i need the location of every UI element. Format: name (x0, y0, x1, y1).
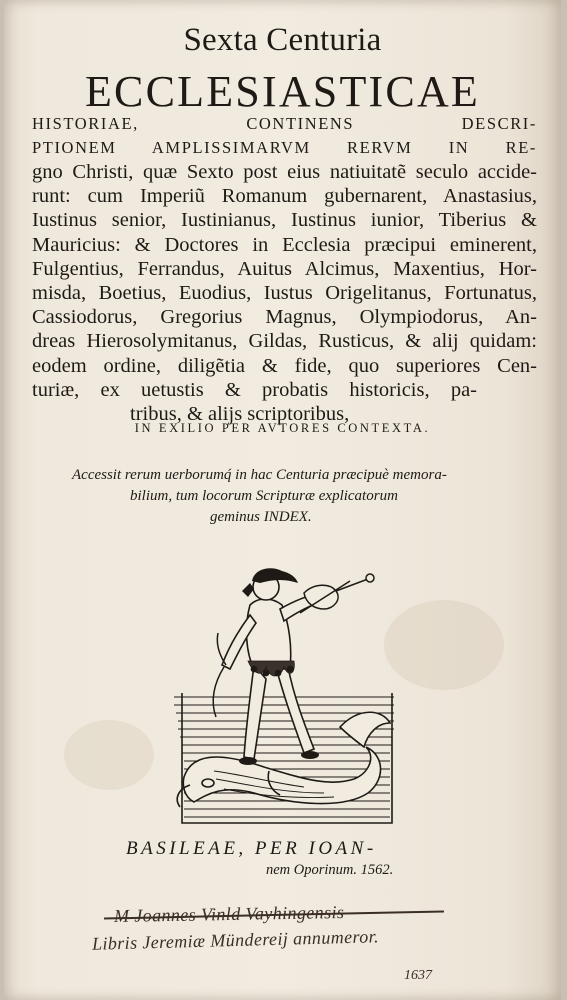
contexta-line: IN EXILIO PER AVTORES CONTEXTA. (134, 421, 431, 435)
index-note-line: Accessit rerum uerborumq́ in hac Centuria præcipuè memora- (72, 467, 447, 483)
ownership-inscription-line-2: Libris Jeremiæ Mündereij annumeror. (91, 926, 380, 954)
body-line: eodem ordine, diligẽtia & fide, quo superiores Cen- (32, 354, 537, 377)
index-note-line: bilium, tum locorum Scripturæ explicatorum (130, 488, 398, 504)
title-body (32, 112, 537, 426)
body-line: Mauricius: & Doctores in Ecclesia præcipui eminerent, (32, 233, 537, 256)
printer-device-woodcut (154, 557, 404, 827)
paper-stain (64, 720, 154, 790)
title-line-1: Sexta Centuria (183, 22, 382, 58)
title-page (4, 0, 561, 1000)
title-line-2: ECCLESIASTICAE (84, 67, 481, 116)
body-line: gno Christi, quæ Sexto post eius natiuitatẽ seculo accide- (32, 161, 537, 183)
imprint-line-1: BASILEAE, PER IOAN- (126, 838, 377, 859)
imprint-line-2: nem Oporinum. 1562. (266, 862, 394, 878)
index-note (62, 465, 532, 528)
ownership-inscription-year: 1637 (404, 968, 432, 983)
body-line: misda, Boetius, Euodius, Iustus Origelitanus, Fortunatus, (32, 282, 537, 305)
body-line: runt: cum Imperiũ Romanum gubernarent, Anastasius, (32, 185, 537, 208)
body-line: turiæ, ex uetustis & probatis historicis, pa- (32, 378, 477, 401)
index-note-line: geminus INDEX. (210, 509, 312, 525)
body-line: dreas Hierosolymitanus, Gildas, Rusticus, & alij quidam: (32, 330, 537, 353)
body-line: tribus, & alijs scriptoribus, (130, 403, 350, 426)
body-line: PTIONEM AMPLISSIMARVM RERVM IN RE- (32, 138, 537, 157)
body-line: Cassiodorus, Gregorius Magnus, Olympiodorus, An- (32, 306, 537, 329)
body-line: Iustinus senior, Iustinianus, Iustinus iunior, Tiberius & (32, 209, 537, 232)
ownership-inscription-line-1: M Joannes Vinld Vayhingensis (113, 901, 345, 927)
body-line: HISTORIAE, CONTINENS DESCRI- (32, 114, 537, 133)
body-line: Fulgentius, Ferrandus, Auitus Alcimus, Maxentius, Hor- (32, 257, 537, 280)
